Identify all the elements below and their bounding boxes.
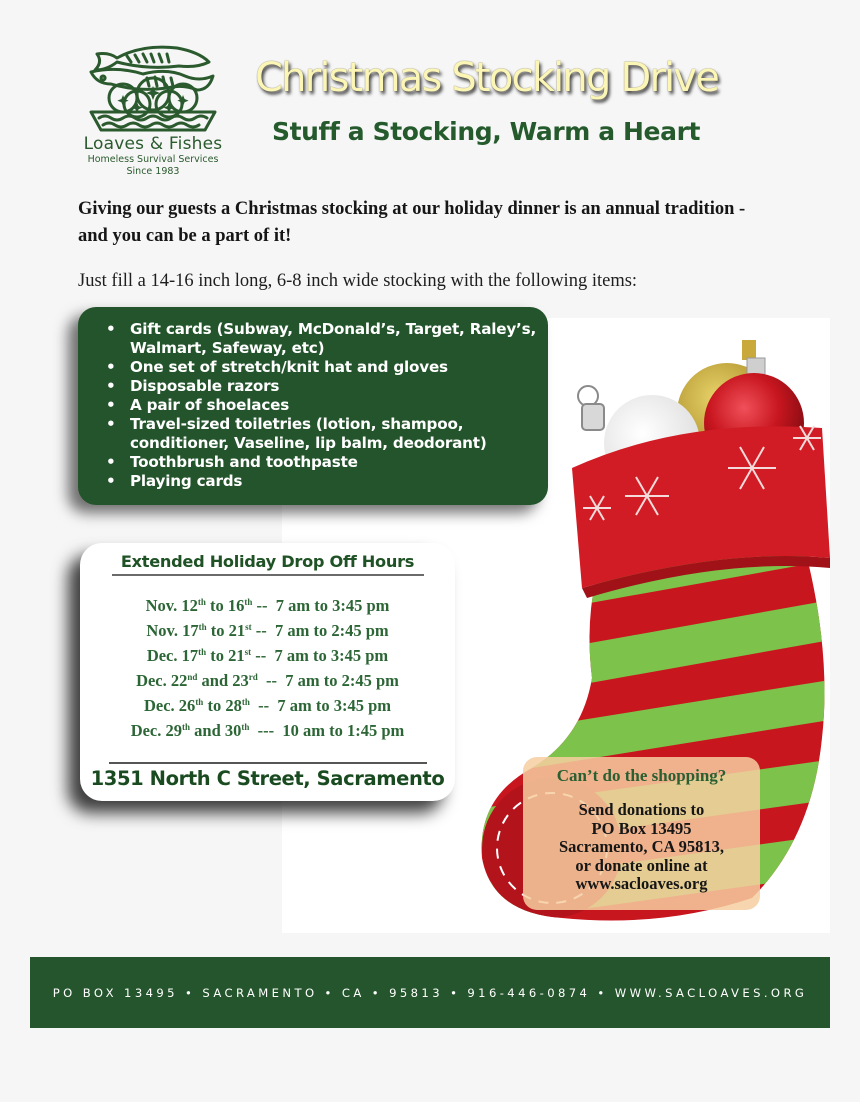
list-item	[130, 472, 548, 491]
item-text: Disposable razors	[130, 377, 280, 395]
divider	[109, 762, 427, 764]
hours-row: Nov. 12th to 16th -- 7 am to 3:45 pm	[145, 596, 390, 615]
fish-and-loaves-icon	[87, 40, 219, 132]
item-text: Walmart, Safeway, etc)	[130, 339, 325, 357]
list-item	[130, 453, 548, 472]
hours-row: Dec. 22nd and 23rd -- 7 am to 2:45 pm	[136, 671, 399, 690]
donation-line: Sacramento, CA 95813,	[559, 837, 724, 856]
list-item	[130, 377, 548, 396]
hours-list	[80, 593, 455, 743]
donation-website: www.sacloaves.org	[575, 874, 708, 893]
item-text: One set of stretch/knit hat and gloves	[130, 358, 448, 376]
logo-tagline: Homeless Survival Services	[87, 154, 219, 165]
donation-info-box	[523, 757, 760, 910]
donation-question: Can’t do the shopping?	[556, 766, 727, 785]
list-item	[130, 396, 548, 415]
list-item	[130, 358, 548, 377]
item-text: conditioner, Vaseline, lip balm, deodorant)	[130, 434, 487, 452]
hours-row: Dec. 17th to 21st -- 7 am to 3:45 pm	[146, 646, 389, 665]
logo-name: Loaves & Fishes	[83, 134, 223, 154]
logo-since: Since 1983	[126, 166, 180, 177]
hours-row: Dec. 26th to 28th -- 7 am to 3:45 pm	[143, 696, 391, 715]
donation-line: PO Box 13495	[591, 818, 692, 838]
list-item	[130, 320, 548, 358]
donation-line: or donate online at	[575, 855, 708, 875]
items-list	[78, 307, 548, 491]
drop-off-hours-box	[80, 543, 455, 801]
item-text: Toothbrush and toothpaste	[130, 453, 358, 471]
item-text: A pair of shoelaces	[130, 396, 290, 414]
intro-instructions: Just fill a 14-16 inch long, 6-8 inch wide stocking with the following items:	[78, 271, 638, 291]
footer-contact-text: PO BOX 13495 • SACRAMENTO • CA • 95813 • 916-446-0874 • WWW.SACLOAVES.ORG	[52, 985, 808, 1000]
hours-row: Nov. 17th to 21st -- 7 am to 2:45 pm	[146, 621, 389, 640]
hours-row: Dec. 29th and 30th --- 10 am to 1:45 pm	[130, 721, 405, 740]
intro-lead: Giving our guests a Christmas stocking at our holiday dinner is an annual tradition - and you can be a part of it!	[78, 199, 746, 246]
hours-title: Extended Holiday Drop Off Hours	[112, 552, 424, 576]
donation-details	[523, 801, 760, 894]
page-subtitle: Stuff a Stocking, Warm a Heart	[272, 117, 701, 146]
list-item	[130, 415, 548, 453]
item-text: Travel-sized toiletries (lotion, shampoo,	[130, 415, 464, 433]
footer-contact-bar	[30, 957, 830, 1028]
item-text: Playing cards	[130, 472, 243, 490]
street-address: 1351 North C Street, Sacramento	[90, 767, 445, 790]
donation-line: Send donations to	[578, 800, 705, 819]
logo	[78, 40, 228, 180]
item-text: Gift cards (Subway, McDonald’s, Target, Raley’s,	[130, 320, 537, 338]
page-title: Christmas Stocking Drive	[255, 55, 719, 101]
items-list-box	[78, 307, 548, 505]
